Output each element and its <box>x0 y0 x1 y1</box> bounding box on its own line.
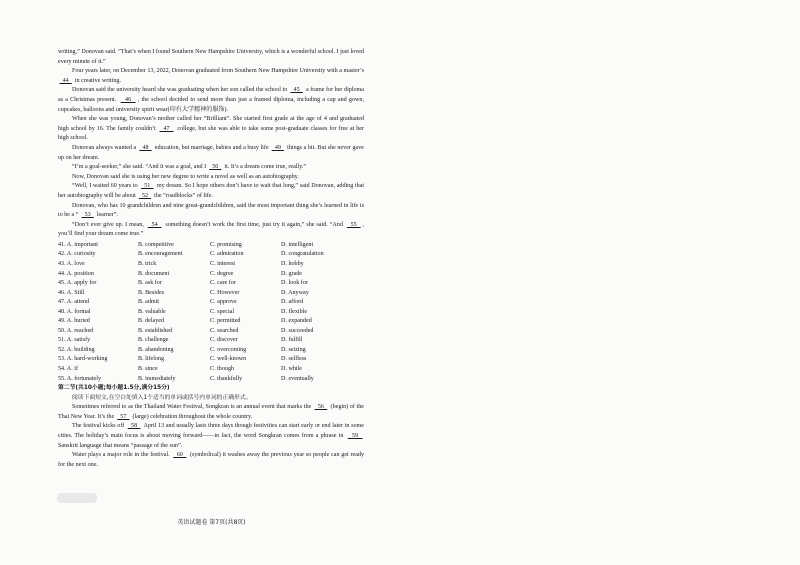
paragraph: When she was young, Donovan’s mother called her “Brilliant”. She started first grade at the age of 4 and graduated high school by 16. The family couldn’t 47 college, but she was able to take some post-graduate classes for free at her high school. <box>58 116 364 142</box>
section-heading: 第二节(共10小题;每小题1.5分,满分15分) <box>58 385 170 392</box>
grammar-fill-passage <box>58 403 364 470</box>
option-choice: 53. A. hard-working <box>58 356 108 363</box>
option-choice: D. look for <box>281 280 308 287</box>
option-choice: 47. A. attend <box>58 299 90 306</box>
paragraph: “Well, I waited 60 years to 51 my dream. So I hope others don’t have to wait that long,” said Donovan, adding that her autobiography will be about 52 the “roadblocks” of life. <box>58 183 365 199</box>
answer-blank[interactable]: 47 <box>159 125 174 132</box>
option-choice: D. afford <box>281 299 304 306</box>
answer-blank[interactable]: 58 <box>127 423 141 430</box>
paragraph: The festival kicks off 58 April 13 and usually lasts three days though festivities can start early or end later in some cities. The holiday’s main focus is about moving forward——in fact, the word Songkran comes from a phrase in 59 Sanskrit language that means “passage of the sun”. <box>58 423 364 449</box>
option-choice: B. lifelong <box>138 356 165 363</box>
option-choice: B. competitive <box>138 241 174 248</box>
option-choice: C. overcoming <box>210 346 247 353</box>
option-choice: 44. A. position <box>58 270 94 277</box>
option-choice: C. though <box>210 365 235 372</box>
option-choice: 52. A. building <box>58 346 95 353</box>
option-choice: 48. A. formal <box>58 308 91 315</box>
option-choice: 42. A. curiosity <box>58 251 96 258</box>
paragraph: “I’m a goal-seeker,” she said. “And it was a goal, and I 50 it. It’s a dream come true, really.” <box>72 164 307 171</box>
option-choice: C. searched <box>210 327 239 334</box>
answer-blank[interactable]: 53 <box>81 212 94 219</box>
paragraph: Donovan always wanted a 48 education, but marriage, babies and a busy life 49 things a bit. But she never gave up on her dream. <box>58 144 365 161</box>
option-choice: 51. A. satisfy <box>58 337 91 344</box>
paragraph: Four years later, on December 13, 2022, Donovan graduated from Southern New Hampshire University with a master’s 44 in creative writing. <box>59 68 364 84</box>
option-choice: C. interest <box>210 260 236 267</box>
option-row <box>58 336 364 346</box>
option-row <box>58 260 364 270</box>
option-choice: D. seizing <box>281 346 306 353</box>
option-choice: C. permitted <box>210 318 241 325</box>
option-choice: D. flexible <box>281 308 308 315</box>
option-choice: B. delayed <box>138 318 165 325</box>
option-choice: C. special <box>210 308 235 315</box>
option-choice: B. established <box>138 327 173 334</box>
option-choice: D. grade <box>281 270 302 277</box>
option-choice: B. document <box>138 270 170 277</box>
option-row <box>58 317 364 327</box>
option-choice: C. discover <box>210 337 238 344</box>
option-row <box>58 250 364 260</box>
answer-blank[interactable]: 56 <box>314 404 328 411</box>
option-choice: D. intelligent <box>281 241 314 248</box>
option-choice: B. valuable <box>138 308 166 315</box>
answer-blank[interactable]: 44 <box>59 77 72 84</box>
option-row <box>58 289 364 299</box>
paragraph: Donovan said the university heard she was graduating when her son called the school to 45 a frame for her diploma as a Christmas present. 46 , the school decided to send more than just a framed diploma, including a cap and gown, cupcakes, balloons and university spirit wear(印有大学精神的服饰). <box>58 87 365 113</box>
paragraph: Water plays a major role in the festival. 60 (symbolical) it washes away the previous year so people can get ready for the next one. <box>58 452 365 468</box>
option-choice: D. Anyway <box>281 289 309 296</box>
option-choice: B. abandoning <box>138 346 174 353</box>
option-choice: B. encouragement <box>138 251 183 258</box>
answer-blank[interactable]: 57 <box>117 413 130 420</box>
option-choice: B. since <box>138 365 158 372</box>
option-choice: 46. A. Still <box>58 289 85 296</box>
answer-blank[interactable]: 59 <box>347 433 363 440</box>
answer-blank[interactable]: 52 <box>138 192 152 199</box>
option-choice: B. trick <box>138 260 157 267</box>
option-choice: B. Besides <box>138 289 165 296</box>
answer-blank[interactable]: 54 <box>147 221 162 228</box>
scan-smudge <box>57 493 97 503</box>
option-row <box>58 346 364 356</box>
option-choice: C. degree <box>210 270 234 277</box>
text-column <box>58 48 364 470</box>
option-choice: 49. A. buried <box>58 318 90 325</box>
option-choice: B. admit <box>138 299 159 306</box>
option-choice: C. admiration <box>210 251 244 258</box>
option-choice: C. promising <box>210 241 242 248</box>
option-choice: 50. A. reached <box>58 327 94 334</box>
option-choice: D. congratulation <box>281 251 324 258</box>
paragraph: writing,” Donovan said. “That’s when I found Southern New Hampshire University, which is a wonderful school. I just loved every minute of it.” <box>58 49 364 65</box>
page-footer: 英语试题卷 第7页(共8页) <box>177 519 246 526</box>
paragraph: Sometimes referred to as the Thailand Water Festival, Songkran is an annual event that marks the 56 (begin) of the Thai New Year. It’s the 57 (large) celebration throughout the whole country. <box>58 404 364 420</box>
option-row <box>58 298 364 308</box>
option-row <box>58 375 364 385</box>
option-choice: D. hobby <box>281 260 304 267</box>
answer-blank[interactable]: 51 <box>140 183 154 190</box>
paragraph: “Don’t ever give up. I mean, 54 something doesn’t work the first time, just try it again,” she said. “And 55 , you’ll find your dream come true.” <box>58 221 365 238</box>
option-choice: B. challenge <box>138 337 169 344</box>
option-row <box>58 365 364 375</box>
option-choice: C. thankfully <box>210 375 243 382</box>
options-table <box>58 241 364 384</box>
paragraph: Now, Donovan said she is using her new degree to write a novel as well as an autobiography. <box>72 173 299 180</box>
option-choice: C. care for <box>210 280 236 287</box>
option-choice: D. expanded <box>281 318 312 325</box>
answer-blank[interactable]: 49 <box>271 144 285 151</box>
option-row <box>58 241 364 251</box>
option-choice: B. immediately <box>138 375 176 382</box>
answer-blank[interactable]: 50 <box>209 164 222 171</box>
option-row <box>58 308 364 318</box>
option-row <box>58 327 364 337</box>
option-choice: 55. A. fortunately <box>58 375 101 382</box>
option-choice: D. while <box>281 365 302 372</box>
answer-blank[interactable]: 45 <box>290 87 303 94</box>
answer-blank[interactable]: 46 <box>120 96 136 103</box>
option-choice: B. ask for <box>138 280 162 287</box>
option-choice: D. eventually <box>281 375 314 382</box>
cloze-passage <box>58 48 364 240</box>
section-instruction: 阅读下面短文,在空白处填入1个适当的单词或括号内单词的正确形式。 <box>72 394 252 401</box>
option-row <box>58 279 364 289</box>
answer-blank[interactable]: 48 <box>139 144 152 151</box>
option-row <box>58 270 364 280</box>
option-choice: 45. A. apply for <box>58 280 97 287</box>
option-choice: 43. A. love <box>58 260 85 267</box>
option-row <box>58 355 364 365</box>
option-choice: D. succeeded <box>281 327 314 334</box>
option-choice: C. approve <box>210 299 237 306</box>
option-choice: C. However <box>210 289 240 296</box>
option-choice: 41. A. important <box>58 241 98 248</box>
paragraph: Donovan, who has 10 grandchildren and nine great-grandchildren, said the most important thing she’s learned in life is to be a “ 53 learner”. <box>58 202 364 219</box>
option-choice: D. selfless <box>281 356 307 363</box>
option-choice: C. well-known <box>210 356 247 363</box>
option-choice: 54. A. if <box>58 365 78 372</box>
answer-blank[interactable]: 60 <box>173 452 187 459</box>
option-choice: D. fulfill <box>281 337 303 344</box>
answer-blank[interactable]: 55 <box>346 221 361 228</box>
